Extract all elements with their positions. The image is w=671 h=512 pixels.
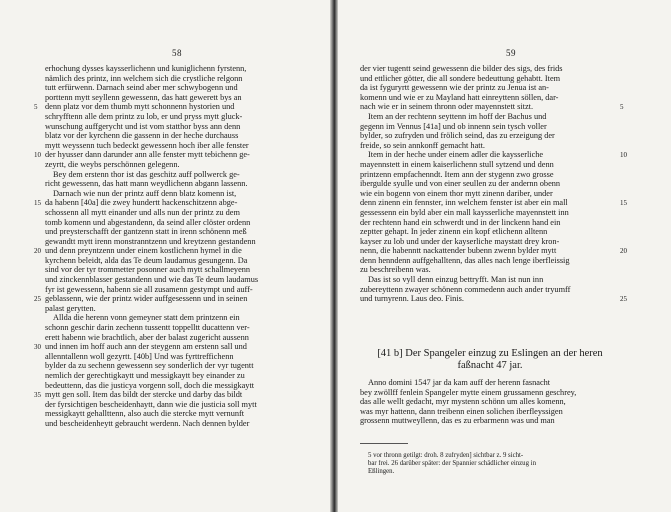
text-line: da ist fyguryrtt gewessenn wie der printz zu Jenua ist an- [360, 83, 549, 93]
text-line: Anno domini 1547 jar da kam auff der herenn fasnacht [368, 378, 551, 387]
line-number: 35 [34, 391, 41, 400]
line-number: 25 [34, 295, 41, 304]
text-line: und denn preyntzenn under einem kostlichenn hymel in die [45, 246, 242, 256]
section-text [360, 378, 612, 426]
body-text [45, 64, 295, 429]
text-line: messigkaytt gehallttenn, also auch die stercke mytt vernunft [45, 409, 245, 419]
text-line: mayennstett in einem kaiserlichenn stull sytzend und denn [360, 159, 554, 169]
text-line: richt gewessenn, das hatt mann weydlichenn abgann lassenn. [45, 179, 248, 189]
text-line: Das ist so vyll denn einzug bettryfft. Man ist nun inn [368, 275, 544, 285]
text-line: erett habenn wie brachtlich, aber der balast zugericht aussenn [45, 332, 249, 342]
text-line: und bescheidenheytt gebraucht werdenn. Nach dennen bylder [45, 418, 250, 428]
text-line: wie ein bogenn von einem thor mytt zinenn dariber, under [360, 188, 553, 198]
text-line: Item an der rechtenn seyttenn im hoff der Bachus und [368, 111, 547, 121]
text-line: printzenn empfachenndt. Item ann der stygenn zwo grosse [360, 169, 554, 179]
line-number: 5 [620, 103, 624, 112]
text-line: sind vor der tyr trommetter posonner auch mytt schallmeyenn [45, 265, 251, 275]
footnote-rule [360, 443, 408, 444]
text-line: der vier tugentt seind gewessenn die bilder des sigs, des frids [360, 64, 563, 73]
text-line: bey zwöllff fenlein Spangeler mytte einem grussamenn geschrey, [360, 387, 577, 397]
text-line: bedeuttenn, das die justicya vorgenn soll, doch die messigkaytt [45, 380, 255, 390]
text-line: schryfftenn alle dem printz zu lob, er und pryss mytt gluck- [45, 111, 243, 121]
text-line: bylder da zu sechenn gewessenn sey sonderlich der vyr tugentt [45, 361, 254, 371]
left-page [0, 0, 330, 512]
text-line: Darnach wie nun der printz auff denn blatz komenn ist, [53, 188, 237, 198]
text-line: komenn und wie er zu Mayland hatt einreyttenn söllen, dar- [360, 92, 559, 102]
line-number: 20 [34, 247, 41, 256]
book-gutter [330, 0, 338, 512]
text-line: gessessenn ein byld aber ein mall kaysserliche mayennstett inn [360, 207, 569, 217]
text-line: zeptter gehapt. In jeder zinenn ein kopf etlichenn alltenn [360, 227, 548, 237]
text-line: und turnyrenn. Laus deo. Finis. [360, 294, 464, 304]
text-line: und zinckennblasser gestandenn und wie das Te deum laudamus [45, 275, 259, 285]
text-line: denn platz vor dem thumb mytt schonnenn hystorien und [45, 102, 235, 112]
text-line: der rechtenn hand ein schwerdt und in der linckenn hand ein [360, 217, 561, 227]
text-line: wunschung auffgerycht und ist vom statthor byss ann denn [45, 121, 241, 131]
text-line: schossenn all mytt einander und alls nun der printz zu dem [45, 207, 240, 217]
text-line: zubereyttenn zwayer schönenn commedenn auch ander tryumff [360, 284, 571, 294]
line-number: 25 [620, 295, 627, 304]
text-line: kyrchenn beleidt, alda das Te deum laudamus gesungenn. Da [45, 255, 248, 265]
text-line: nämlich des printz, inn welchem sich die crystliche relgonn [45, 73, 243, 83]
line-number: 30 [34, 343, 41, 352]
text-line: ibergulde syulle und von einer seullen zu der andernn obenn [360, 179, 561, 189]
text-line: blatz vor der kyrchenn die gassenn in der heche durchauss [45, 131, 239, 141]
text-line: allenntallenn woll gezyrtt. [40b] Und was fyrttreffichenn [45, 351, 234, 361]
text-line: Allda die herenn vonn gemeyner statt dem printzenn ein [53, 313, 240, 323]
text-line: zeyrtt, die weybs perschönnen gelegenn. [45, 159, 180, 169]
text-line: erhochung dysses kaysserlichenn und kuniglichenn fyrstenn, [45, 64, 247, 73]
line-number: 20 [620, 247, 627, 256]
text-line: das alle wellt gedacht, myr mystenn schönn um alles komenn, [360, 397, 566, 407]
text-line: tomb komenn und abgestandenn, da seind aller clöster ordenn [45, 217, 251, 227]
text-line: tutt erfürwenn. Darnach seind aber mer schwybogenn und [45, 83, 238, 93]
text-line: und ettlicher götter, die all sondere bedeuttung gehabtt. Item [360, 73, 561, 83]
line-number: 10 [34, 151, 41, 160]
text-line: bylder, so zufryden und frölich seind, das zu erzeigung der [360, 131, 555, 141]
text-line: palast gerytten. [45, 303, 96, 313]
line-number: 15 [620, 199, 627, 208]
text-line: der hyusser dann darunder ann alle fenster mytt tebichenn ge- [45, 150, 250, 160]
section-heading: [41 b] Der Spangeler einzug zu Eslingen an der heren faßnacht 47 jar. [377, 348, 603, 371]
text-line: nenn, die habenntt nackattender bubenn zwenn bylder mytt [360, 246, 557, 256]
text-line: Eßlingen. [368, 467, 395, 475]
text-line: denn henndenn auffgehalltenn, das alles nach lenge iberfleissig [360, 255, 570, 265]
body-text [360, 64, 612, 304]
page-number: 58 [172, 48, 182, 58]
text-line: porttenn mytt seyllenn gewessenn, das hatt gewerett bys an [45, 92, 242, 102]
text-line: geblassenn, wie der printz wider auffgesessenn und in seinen [45, 294, 248, 304]
right-page [338, 0, 671, 512]
text-line: mytt gen soll. Item das bildt der stercke und darby das bildt [45, 390, 243, 400]
text-line: und innen im hoff auch ann der steygenn am erstenn sall und [45, 342, 247, 352]
text-line: zu beschreibenn was. [360, 265, 431, 275]
text-line: fyr ist gewessenn, habenn sie all zusamenn gestympt und auff- [45, 284, 253, 294]
text-line: gewandtt mytt irenn monstranntzenn und kreytzenn gestandenn [45, 236, 256, 246]
text-line: der fyrsichtigen bescheidenhaytt, dann wie die justicia soll mytt [45, 399, 257, 409]
text-line: was myr hattenn, dann treibenn einen solichen iberfleyssigen [360, 406, 563, 416]
text-line: 5 vor thronn getilgt: droh. 8 zufryden] sichtbar z. 9 sicht- [368, 452, 524, 459]
footnotes [368, 452, 618, 475]
text-line: freide, so sein annkonff gemacht hatt. [360, 140, 485, 150]
text-line: da habenn [40a] die zwey hundertt hackenschitzenn abge- [45, 198, 238, 208]
line-number: 10 [620, 151, 627, 160]
text-line: Item in der heche under einem adler die kaysserliche [368, 150, 544, 160]
text-line: bar frei. 26 darüber später: der Spannier schädlicher einzug in [368, 459, 536, 467]
line-number: 15 [34, 199, 41, 208]
text-line: grossenn muttweyllenn, das es zu erbarmenn was und man [360, 416, 555, 426]
line-number: 5 [34, 103, 38, 112]
text-line: schonn geschir darin zechenn tussentt toppelltt ducattenn ver- [45, 323, 250, 333]
text-line: denn zinenn ein fennster, inn welchem fenster ist aber ein mall [360, 198, 568, 208]
page-number: 59 [506, 48, 516, 58]
text-line: nach wie er in seinem thronn oder mayennstett sitzt. [360, 102, 534, 112]
text-line: Bey dem erstenn thor ist das geschitz auff pollwerck ge- [53, 169, 240, 179]
text-line: gegenn im Vennus [41a] und ob innenn sein tysch voller [360, 121, 547, 131]
text-line: mytt weyssenn tuch bedeckt gewessenn hoch iber alle fenster [45, 140, 249, 150]
text-line: und preysterschafft der gantzenn statt in irenn schönenn meß [45, 227, 247, 237]
text-line: nemlich der gerechtigkaytt und messigkaytt bey einander zu [45, 371, 245, 380]
text-line: kayser zu lob und under der kayserliche maystatt drey kron- [360, 236, 560, 246]
